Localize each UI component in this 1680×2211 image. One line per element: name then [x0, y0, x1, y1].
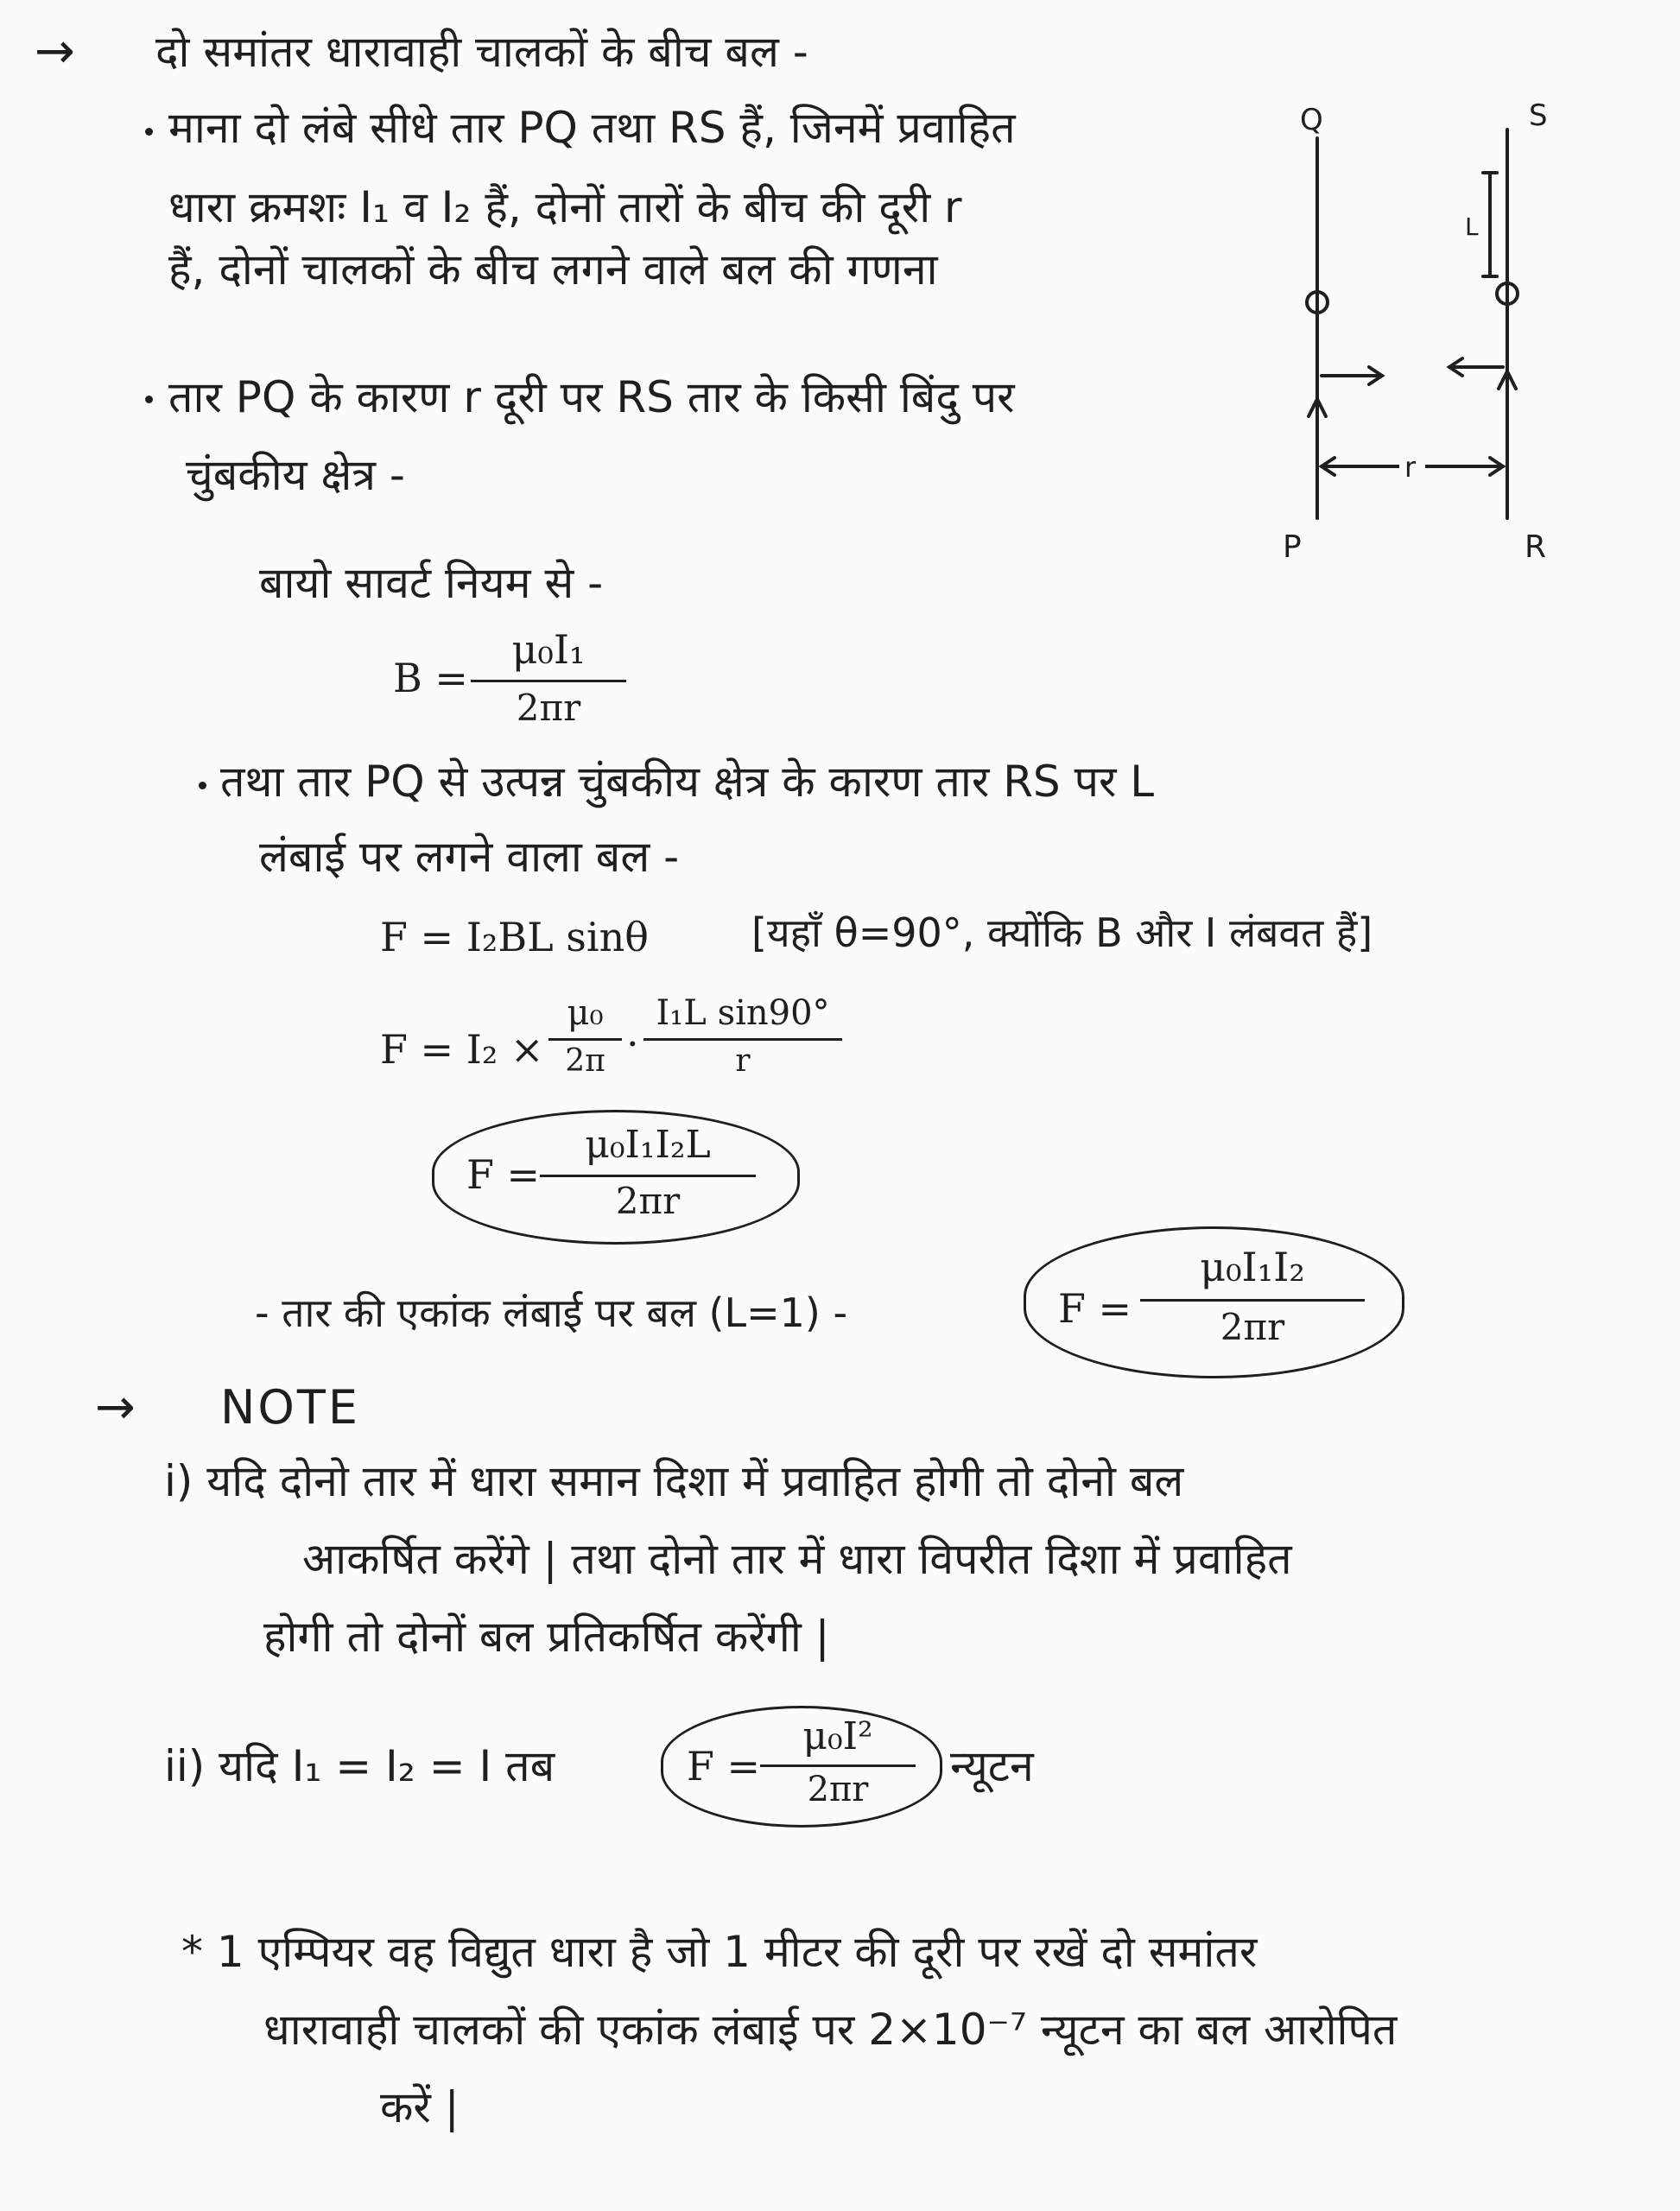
- label-l: L: [1465, 212, 1479, 241]
- force-result-fraction: [540, 1123, 756, 1226]
- ampere-def-line-3: करें |: [380, 2082, 460, 2132]
- note-ii-unit: न्यूटन: [950, 1741, 1034, 1791]
- note-ii-numerator: μ₀I²: [802, 1714, 873, 1758]
- heading-arrow-icon: →: [35, 23, 75, 79]
- force-equation-2-lhs: F = I₂ ×: [380, 1026, 544, 1073]
- force-result-numerator: μ₀I₁I₂L: [585, 1123, 711, 1167]
- unit-length-numerator: μ₀I₁I₂: [1200, 1244, 1305, 1290]
- fraction-bar: [471, 680, 626, 682]
- force-equation-1-note: [यहाँ θ=90°, क्योंकि B और I लंबवत हैं]: [751, 909, 1373, 956]
- current-length-numerator: I₁L sin90°: [656, 993, 830, 1033]
- force-equation-3-lhs: F =: [466, 1151, 541, 1198]
- note-ii-denominator: 2πr: [807, 1770, 869, 1809]
- label-q: Q: [1300, 103, 1323, 137]
- note-arrow-icon: →: [95, 1379, 136, 1435]
- fraction-bar: [548, 1038, 622, 1041]
- mu-numerator: μ₀: [567, 993, 604, 1033]
- unit-length-label: - तार की एकांक लंबाई पर बल (L=1) -: [255, 1289, 848, 1336]
- fraction-bar: [540, 1175, 756, 1177]
- note-ii-fraction: [760, 1714, 916, 1814]
- two-pi-denominator: 2π: [565, 1043, 605, 1079]
- intro-line-1: माना दो लंबे सीधे तार PQ तथा RS हैं, जिनमें प्रवाहित: [168, 103, 1016, 153]
- page-heading: दो समांतर धारावाही चालकों के बीच बल -: [155, 27, 808, 77]
- ampere-def-line-1: * 1 एम्पियर वह विद्युत धारा है जो 1 मीटर की दूरी पर रखें दो समांतर: [181, 1927, 1258, 1977]
- multiply-dot: .: [626, 1009, 639, 1055]
- unit-length-denominator: 2πr: [1220, 1306, 1285, 1348]
- note-i-line-3: होगी तो दोनों बल प्रतिकर्षित करेंगी |: [263, 1612, 830, 1662]
- biot-savart-label: बायो सावर्ट नियम से -: [259, 558, 604, 608]
- current-length-fraction: [643, 993, 842, 1088]
- note-i-line-1: i) यदि दोनो तार में धारा समान दिशा में प्रवाहित होगी तो दोनो बल: [164, 1456, 1184, 1506]
- label-p: P: [1283, 529, 1302, 565]
- unit-length-fraction: [1140, 1244, 1365, 1356]
- biot-savart-lhs: B =: [393, 655, 468, 701]
- biot-savart-fraction: [471, 626, 626, 734]
- biot-savart-denominator: 2πr: [516, 687, 581, 729]
- note-ii-lhs: F =: [687, 1743, 761, 1790]
- fraction-bar: [760, 1764, 916, 1767]
- ampere-def-line-2: धारावाही चालकों की एकांक लंबाई पर 2×10⁻⁷ न्यूटन का बल आरोपित: [263, 2005, 1398, 2055]
- distance-denominator: r: [735, 1043, 751, 1079]
- note-ii-text: ii) यदि I₁ = I₂ = I तब: [164, 1741, 555, 1791]
- fraction-bar: [643, 1038, 842, 1041]
- unit-length-lhs: F =: [1058, 1285, 1132, 1332]
- intro-line-2: धारा क्रमशः I₁ व I₂ हैं, दोनों तारों के बीच की दूरी r: [168, 182, 962, 232]
- note-title: NOTE: [220, 1380, 361, 1435]
- bullet-dot: [145, 128, 153, 136]
- label-r-distance: r: [1404, 451, 1417, 484]
- biot-savart-numerator: μ₀I₁: [511, 626, 586, 673]
- force-equation-1: F = I₂BL sinθ: [380, 914, 649, 960]
- fraction-bar: [1140, 1299, 1365, 1302]
- field-intro-line-1: तार PQ के कारण r दूरी पर RS तार के किसी बिंदु पर: [168, 372, 1015, 422]
- bullet-dot: [199, 782, 206, 789]
- label-r: R: [1525, 529, 1547, 565]
- label-s: S: [1529, 98, 1548, 133]
- bullet-dot: [145, 396, 153, 403]
- note-i-line-2: आकर्षित करेंगे | तथा दोनो तार में धारा विपरीत दिशा में प्रवाहित: [302, 1534, 1292, 1584]
- force-result-denominator: 2πr: [615, 1180, 681, 1222]
- field-intro-line-2: चुंबकीय क्षेत्र -: [186, 450, 405, 500]
- force-intro-line-2: लंबाई पर लगने वाला बल -: [259, 832, 680, 882]
- mu-over-2pi-fraction: [548, 993, 622, 1088]
- intro-line-3: हैं, दोनों चालकों के बीच लगने वाले बल की गणना: [168, 244, 938, 295]
- parallel-wires-diagram: [1244, 86, 1589, 570]
- force-intro-line-1: तथा तार PQ से उत्पन्न चुंबकीय क्षेत्र के कारण तार RS पर L: [220, 757, 1155, 807]
